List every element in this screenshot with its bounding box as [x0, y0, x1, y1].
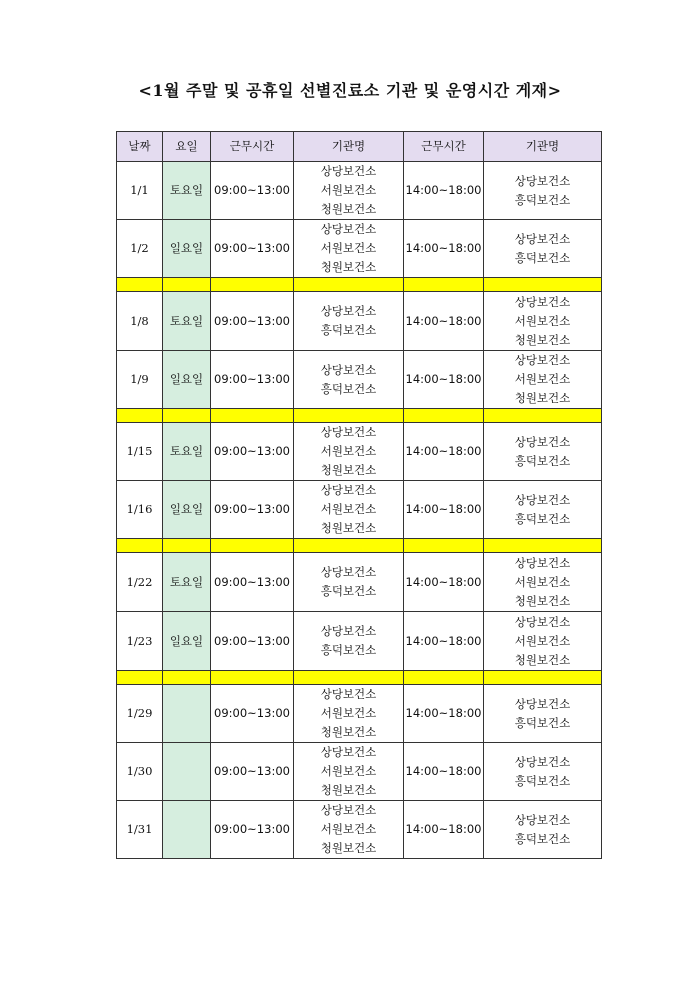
header-org-am: 기관명 [294, 132, 404, 162]
time-am-cell: 09:00~13:00 [211, 801, 294, 859]
org-name: 청원보건소 [320, 725, 377, 739]
org-pm-cell [484, 553, 602, 612]
org-name: 상당보건소 [514, 614, 571, 629]
time-pm-cell: 14:00~18:00 [404, 220, 484, 278]
org-name: 서원보건소 [514, 633, 571, 648]
header-day: 요일 [163, 132, 211, 162]
org-pm-cell [484, 481, 602, 539]
org-name: 상당보건소 [320, 803, 377, 817]
day-cell: 일요일 [163, 612, 211, 671]
org-name: 상당보건소 [320, 164, 377, 178]
time-pm-cell: 14:00~18:00 [404, 801, 484, 859]
table-row [117, 220, 602, 278]
org-name: 청원보건소 [320, 463, 377, 477]
header-date: 날짜 [117, 132, 163, 162]
date-cell: 1/22 [117, 553, 163, 612]
org-name: 서원보건소 [514, 372, 571, 386]
separator-cell [163, 278, 211, 292]
separator-cell [211, 671, 294, 685]
table-body [117, 162, 602, 859]
table-row [117, 553, 602, 612]
separator-cell [484, 671, 602, 685]
table-row [117, 351, 602, 409]
org-name: 서원보건소 [514, 574, 571, 589]
org-am-cell [294, 743, 404, 801]
table-header-row [117, 132, 602, 162]
org-name: 서원보건소 [320, 502, 377, 516]
org-name: 흥덕보건소 [514, 773, 571, 788]
org-am-cell [294, 423, 404, 481]
time-am-cell: 09:00~13:00 [211, 162, 294, 220]
org-name: 청원보건소 [320, 521, 377, 535]
week-separator-row [117, 671, 602, 685]
time-pm-cell: 14:00~18:00 [404, 351, 484, 409]
table-row [117, 743, 602, 801]
table-row [117, 292, 602, 351]
org-pm-cell [484, 351, 602, 409]
separator-cell [163, 539, 211, 553]
week-separator-row [117, 278, 602, 292]
table-row [117, 423, 602, 481]
org-name: 흥덕보건소 [320, 323, 377, 337]
day-cell: 일요일 [163, 220, 211, 278]
date-cell: 1/29 [117, 685, 163, 743]
org-am-cell [294, 351, 404, 409]
org-name: 상당보건소 [320, 745, 377, 759]
time-am-cell: 09:00~13:00 [211, 423, 294, 481]
org-name: 상당보건소 [514, 492, 571, 507]
day-cell [163, 685, 211, 743]
org-am-cell [294, 553, 404, 612]
org-am-cell [294, 292, 404, 351]
org-name: 상당보건소 [514, 294, 571, 309]
day-cell: 일요일 [163, 481, 211, 539]
header-time-pm: 근무시간 [404, 132, 484, 162]
date-cell: 1/9 [117, 351, 163, 409]
org-am-cell [294, 685, 404, 743]
time-am-cell: 09:00~13:00 [211, 292, 294, 351]
time-pm-cell: 14:00~18:00 [404, 481, 484, 539]
org-pm-cell [484, 423, 602, 481]
org-name: 청원보건소 [514, 332, 571, 347]
org-name: 흥덕보건소 [514, 192, 571, 207]
time-am-cell: 09:00~13:00 [211, 481, 294, 539]
org-pm-cell [484, 220, 602, 278]
org-name: 상당보건소 [320, 425, 377, 439]
org-name: 상당보건소 [320, 565, 377, 579]
time-pm-cell: 14:00~18:00 [404, 553, 484, 612]
date-cell: 1/15 [117, 423, 163, 481]
separator-cell [117, 409, 163, 423]
org-name: 청원보건소 [320, 202, 377, 216]
week-separator-row [117, 539, 602, 553]
org-pm-cell [484, 743, 602, 801]
table-row [117, 162, 602, 220]
separator-cell [294, 539, 404, 553]
org-name: 청원보건소 [320, 841, 377, 855]
table-row [117, 612, 602, 671]
org-name: 서원보건소 [320, 444, 377, 458]
schedule-table [116, 131, 602, 859]
time-pm-cell: 14:00~18:00 [404, 423, 484, 481]
date-cell: 1/8 [117, 292, 163, 351]
week-separator-row [117, 409, 602, 423]
org-name: 서원보건소 [320, 706, 377, 720]
org-name: 청원보건소 [320, 260, 377, 274]
org-name: 흥덕보건소 [514, 831, 571, 846]
org-name: 상당보건소 [320, 624, 377, 638]
org-pm-cell [484, 801, 602, 859]
table-row [117, 801, 602, 859]
time-pm-cell: 14:00~18:00 [404, 743, 484, 801]
org-name: 서원보건소 [514, 313, 571, 328]
time-am-cell: 09:00~13:00 [211, 351, 294, 409]
org-name: 흥덕보건소 [320, 643, 377, 657]
time-am-cell: 09:00~13:00 [211, 220, 294, 278]
org-pm-cell [484, 162, 602, 220]
separator-cell [404, 409, 484, 423]
day-cell: 토요일 [163, 423, 211, 481]
org-name: 서원보건소 [320, 822, 377, 836]
separator-cell [211, 409, 294, 423]
org-name: 상당보건소 [514, 696, 571, 711]
separator-cell [163, 409, 211, 423]
separator-cell [117, 671, 163, 685]
header-org-pm: 기관명 [484, 132, 602, 162]
org-name: 상당보건소 [514, 173, 571, 188]
org-name: 흥덕보건소 [320, 381, 377, 396]
org-name: 상당보건소 [320, 222, 377, 236]
separator-cell [117, 278, 163, 292]
day-cell: 토요일 [163, 162, 211, 220]
org-name: 상당보건소 [320, 687, 377, 701]
time-pm-cell: 14:00~18:00 [404, 162, 484, 220]
separator-cell [117, 539, 163, 553]
org-name: 상당보건소 [320, 304, 377, 318]
org-name: 청원보건소 [514, 391, 571, 405]
day-cell: 토요일 [163, 292, 211, 351]
header-time-am: 근무시간 [211, 132, 294, 162]
org-am-cell [294, 612, 404, 671]
separator-cell [294, 278, 404, 292]
org-pm-cell [484, 685, 602, 743]
org-name: 청원보건소 [320, 783, 377, 797]
org-am-cell [294, 801, 404, 859]
time-pm-cell: 14:00~18:00 [404, 292, 484, 351]
time-pm-cell: 14:00~18:00 [404, 612, 484, 671]
time-pm-cell: 14:00~18:00 [404, 685, 484, 743]
separator-cell [211, 278, 294, 292]
separator-cell [404, 278, 484, 292]
separator-cell [294, 671, 404, 685]
separator-cell [484, 278, 602, 292]
page-title: <1월 주말 및 공휴일 선별진료소 기관 및 운영시간 게재> [138, 81, 562, 100]
date-cell: 1/30 [117, 743, 163, 801]
org-name: 상당보건소 [514, 353, 571, 367]
table-row [117, 685, 602, 743]
time-am-cell: 09:00~13:00 [211, 553, 294, 612]
date-cell: 1/1 [117, 162, 163, 220]
date-cell: 1/23 [117, 612, 163, 671]
day-cell [163, 743, 211, 801]
separator-cell [404, 671, 484, 685]
org-name: 청원보건소 [514, 652, 571, 667]
time-am-cell: 09:00~13:00 [211, 685, 294, 743]
org-name: 흥덕보건소 [320, 584, 377, 598]
org-name: 서원보건소 [320, 764, 377, 778]
org-am-cell [294, 162, 404, 220]
org-pm-cell [484, 292, 602, 351]
org-name: 상당보건소 [514, 754, 571, 769]
org-name: 청원보건소 [514, 593, 571, 608]
separator-cell [211, 539, 294, 553]
date-cell: 1/31 [117, 801, 163, 859]
org-name: 서원보건소 [320, 183, 377, 197]
org-name: 흥덕보건소 [514, 250, 571, 265]
day-cell [163, 801, 211, 859]
org-am-cell [294, 220, 404, 278]
separator-cell [404, 539, 484, 553]
org-name: 상당보건소 [320, 362, 377, 377]
table-row [117, 481, 602, 539]
org-name: 상당보건소 [514, 812, 571, 827]
separator-cell [484, 409, 602, 423]
day-cell: 일요일 [163, 351, 211, 409]
org-name: 상당보건소 [514, 555, 571, 570]
time-am-cell: 09:00~13:00 [211, 612, 294, 671]
org-name: 상당보건소 [320, 483, 377, 497]
org-name: 흥덕보건소 [514, 715, 571, 730]
separator-cell [294, 409, 404, 423]
time-am-cell: 09:00~13:00 [211, 743, 294, 801]
date-cell: 1/2 [117, 220, 163, 278]
separator-cell [484, 539, 602, 553]
org-name: 흥덕보건소 [514, 511, 571, 526]
date-cell: 1/16 [117, 481, 163, 539]
separator-cell [163, 671, 211, 685]
org-pm-cell [484, 612, 602, 671]
org-name: 상당보건소 [514, 231, 571, 246]
org-am-cell [294, 481, 404, 539]
org-name: 서원보건소 [320, 241, 377, 255]
day-cell: 토요일 [163, 553, 211, 612]
org-name: 상당보건소 [514, 434, 571, 449]
org-name: 흥덕보건소 [514, 453, 571, 468]
